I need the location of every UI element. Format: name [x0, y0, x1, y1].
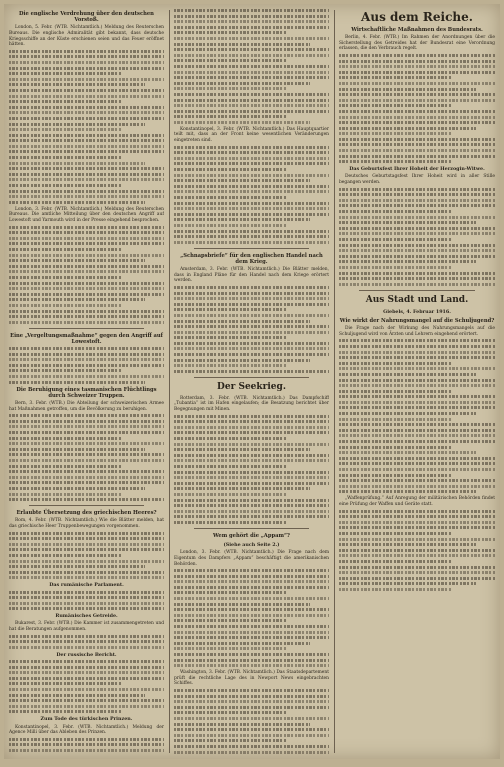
article-text-block: [9, 738, 164, 755]
headline: Wem gehört die „Appam“?: [213, 532, 290, 539]
headline: Zum Tode des türkischen Prinzen.: [40, 716, 133, 723]
article-text-block: [174, 9, 329, 124]
section-title: Aus dem Reiche.: [361, 10, 473, 24]
article-paragraph: Die Frage nach der Wirkung des Nahrungsmangels auf die Schuljugend wird von Ärzten und Lehrern eingehend erörtert.: [339, 326, 495, 337]
article-text-block: [174, 286, 329, 373]
divider: [29, 505, 144, 506]
headline: Wie wirkt der Nahrungsmangel auf die Schuljugend?: [339, 317, 495, 324]
headline: Die englische Verdrehung über den deutschen Vorstoß.: [19, 11, 154, 24]
article-text-block: [9, 591, 164, 611]
divider: [29, 328, 144, 329]
article-paragraph: Berlin, 4. Febr. (WTB.) Im Rahmen der Anordnungen über die Sicherstellung des Getreides hat der Bundesrat eine Verordnung erlassen, die den Verbrauch regelt.: [339, 35, 495, 52]
article-text-block: [339, 510, 495, 591]
headline: Eine „Vergeltungsmaßnahme“ gegen den Angriff auf Lowestoft.: [10, 332, 163, 345]
article-text-block: [174, 689, 329, 755]
headline: Die Beruhigung eines tasmanischen Flüchtlings durch Schweizer Truppen.: [16, 386, 157, 399]
divider: [194, 528, 309, 529]
column-rule: [169, 10, 170, 753]
column-right: [339, 8, 495, 755]
article-text-block: [9, 347, 164, 384]
headline: Der russische Bericht.: [56, 651, 117, 658]
article-text-block: [9, 414, 164, 501]
headline: Rumänisches Getreide.: [55, 613, 118, 620]
dateline: Giebels, 4. Februar 1916.: [383, 308, 451, 315]
column-left: [9, 8, 164, 755]
headline: Erlaubte Übersetzung des griechischen Heeres?: [16, 510, 157, 517]
section-title: Aus Stadt und Land.: [365, 294, 469, 305]
article-text-block: [9, 50, 164, 204]
article-paragraph: Rom, 4. Febr. (WTB. Nichtamtlich.) Wie die Blätter melden, hat das griechische Heer Truppenbewegungen vorgenommen.: [9, 518, 164, 529]
article-text-block: [9, 532, 164, 580]
article-text-block: [174, 146, 329, 244]
newspaper-page: [4, 4, 500, 759]
column-rule: [334, 10, 335, 753]
headline: „Schnapsbriefe“ für den englischen Handel nach dem Krieg.: [180, 252, 323, 265]
article-text-block: [174, 569, 329, 667]
article-text-block: [339, 188, 495, 286]
divider: [359, 290, 475, 291]
article-paragraph: Washington, 3. Febr. (WTB. Nichtamtlich.) Das Staatsdepartement prüft die rechtliche Lage des in Newport News eingebrachten Schiffes.: [174, 670, 329, 687]
divider: [194, 377, 309, 378]
section-title: Der Seekrieg.: [217, 381, 286, 392]
article-paragraph: Bukarest, 3. Febr. (WTB.) Die Kammer ist zusammengetreten und hat die Beratungen aufgenommen.: [9, 621, 164, 633]
headline-note: (Siehe auch Seite 2.): [223, 542, 280, 549]
article-paragraph: Bern, 3. Febr. (WTB.) Die Abteilung der schweizerischen Armee hat Maßnahmen getroffen, um die Bevölkerung zu beruhigen.: [9, 401, 164, 412]
article-text-block: [339, 339, 495, 493]
article-text-block: [9, 635, 164, 649]
article-paragraph: Rotterdam, 3. Febr. (WTB. Nichtamtlich.) Das Dampfschiff „Tubantia“ ist im Hafen eingelaufen; die Besatzung berichtet über Begegnungen mit Minen.: [174, 395, 329, 413]
article-paragraph: London, 5. Febr. (WTB. Nichtamtlich.) Meldung des Reuterschen Bureaus. Die englische Admiralität gibt bekannt, dass deutsche Kriegsschiffe an der Küste erschienen seien und das Feuer eröffnet hätten.: [9, 25, 164, 48]
headline: Das Geburtsfest Ihrer Hoheit der Herzogin-Witwe.: [349, 166, 485, 173]
article-paragraph: Konstantinopel, 3. Febr. (WTB. Nichtamtlich.) Meldung der Agence Milli über das Ableben des Prinzen.: [9, 724, 164, 736]
article-paragraph: London, 3. Febr. (WTB. Nichtamtlich.) Die Frage nach dem Eigentum des Dampfers „Appam“ beschäftigt die amerikanischen Behörden.: [174, 550, 329, 567]
article-paragraph: Konstantinopel, 3. Febr. (WTB. Nichtamtlich.) Das Hauptquartier teilt mit, dass an der Front keine wesentlichen Veränderungen eingetreten sind.: [174, 126, 329, 144]
article-text-block: [339, 54, 495, 163]
headline: Das rumänische Parlament.: [49, 582, 124, 589]
article-paragraph: Deutsches Geburtstagsfest Ihrer Hoheit wird in aller Stille begangen werden.: [339, 174, 495, 186]
article-paragraph: Amsterdam, 3. Febr. (WTB. Nichtamtlich.) Die Blätter melden, dass in England Pläne für den Handel nach dem Kriege erörtert werden.: [174, 267, 329, 284]
article-text-block: [9, 226, 164, 324]
article-text-block: [9, 660, 164, 713]
article-paragraph: „Waffenprüfung.“ Auf Anregung der militärischen Behörden findet eine Prüfung der Waffen und Geräte statt.: [339, 496, 495, 507]
article-paragraph: London, 3. Febr. (WTB. Nichtamtlich.) Meldung des Reuterschen Bureaus. Die amtliche Mitteilung über den deutschen Angriff auf Lowestoft und Yarmouth wird in der Presse eingehend besprochen.: [9, 206, 164, 223]
divider: [194, 248, 309, 249]
article-text-block: [174, 415, 329, 524]
headline: Wirtschaftliche Maßnahmen des Bundesrats.: [351, 27, 483, 33]
column-middle: [174, 8, 329, 755]
